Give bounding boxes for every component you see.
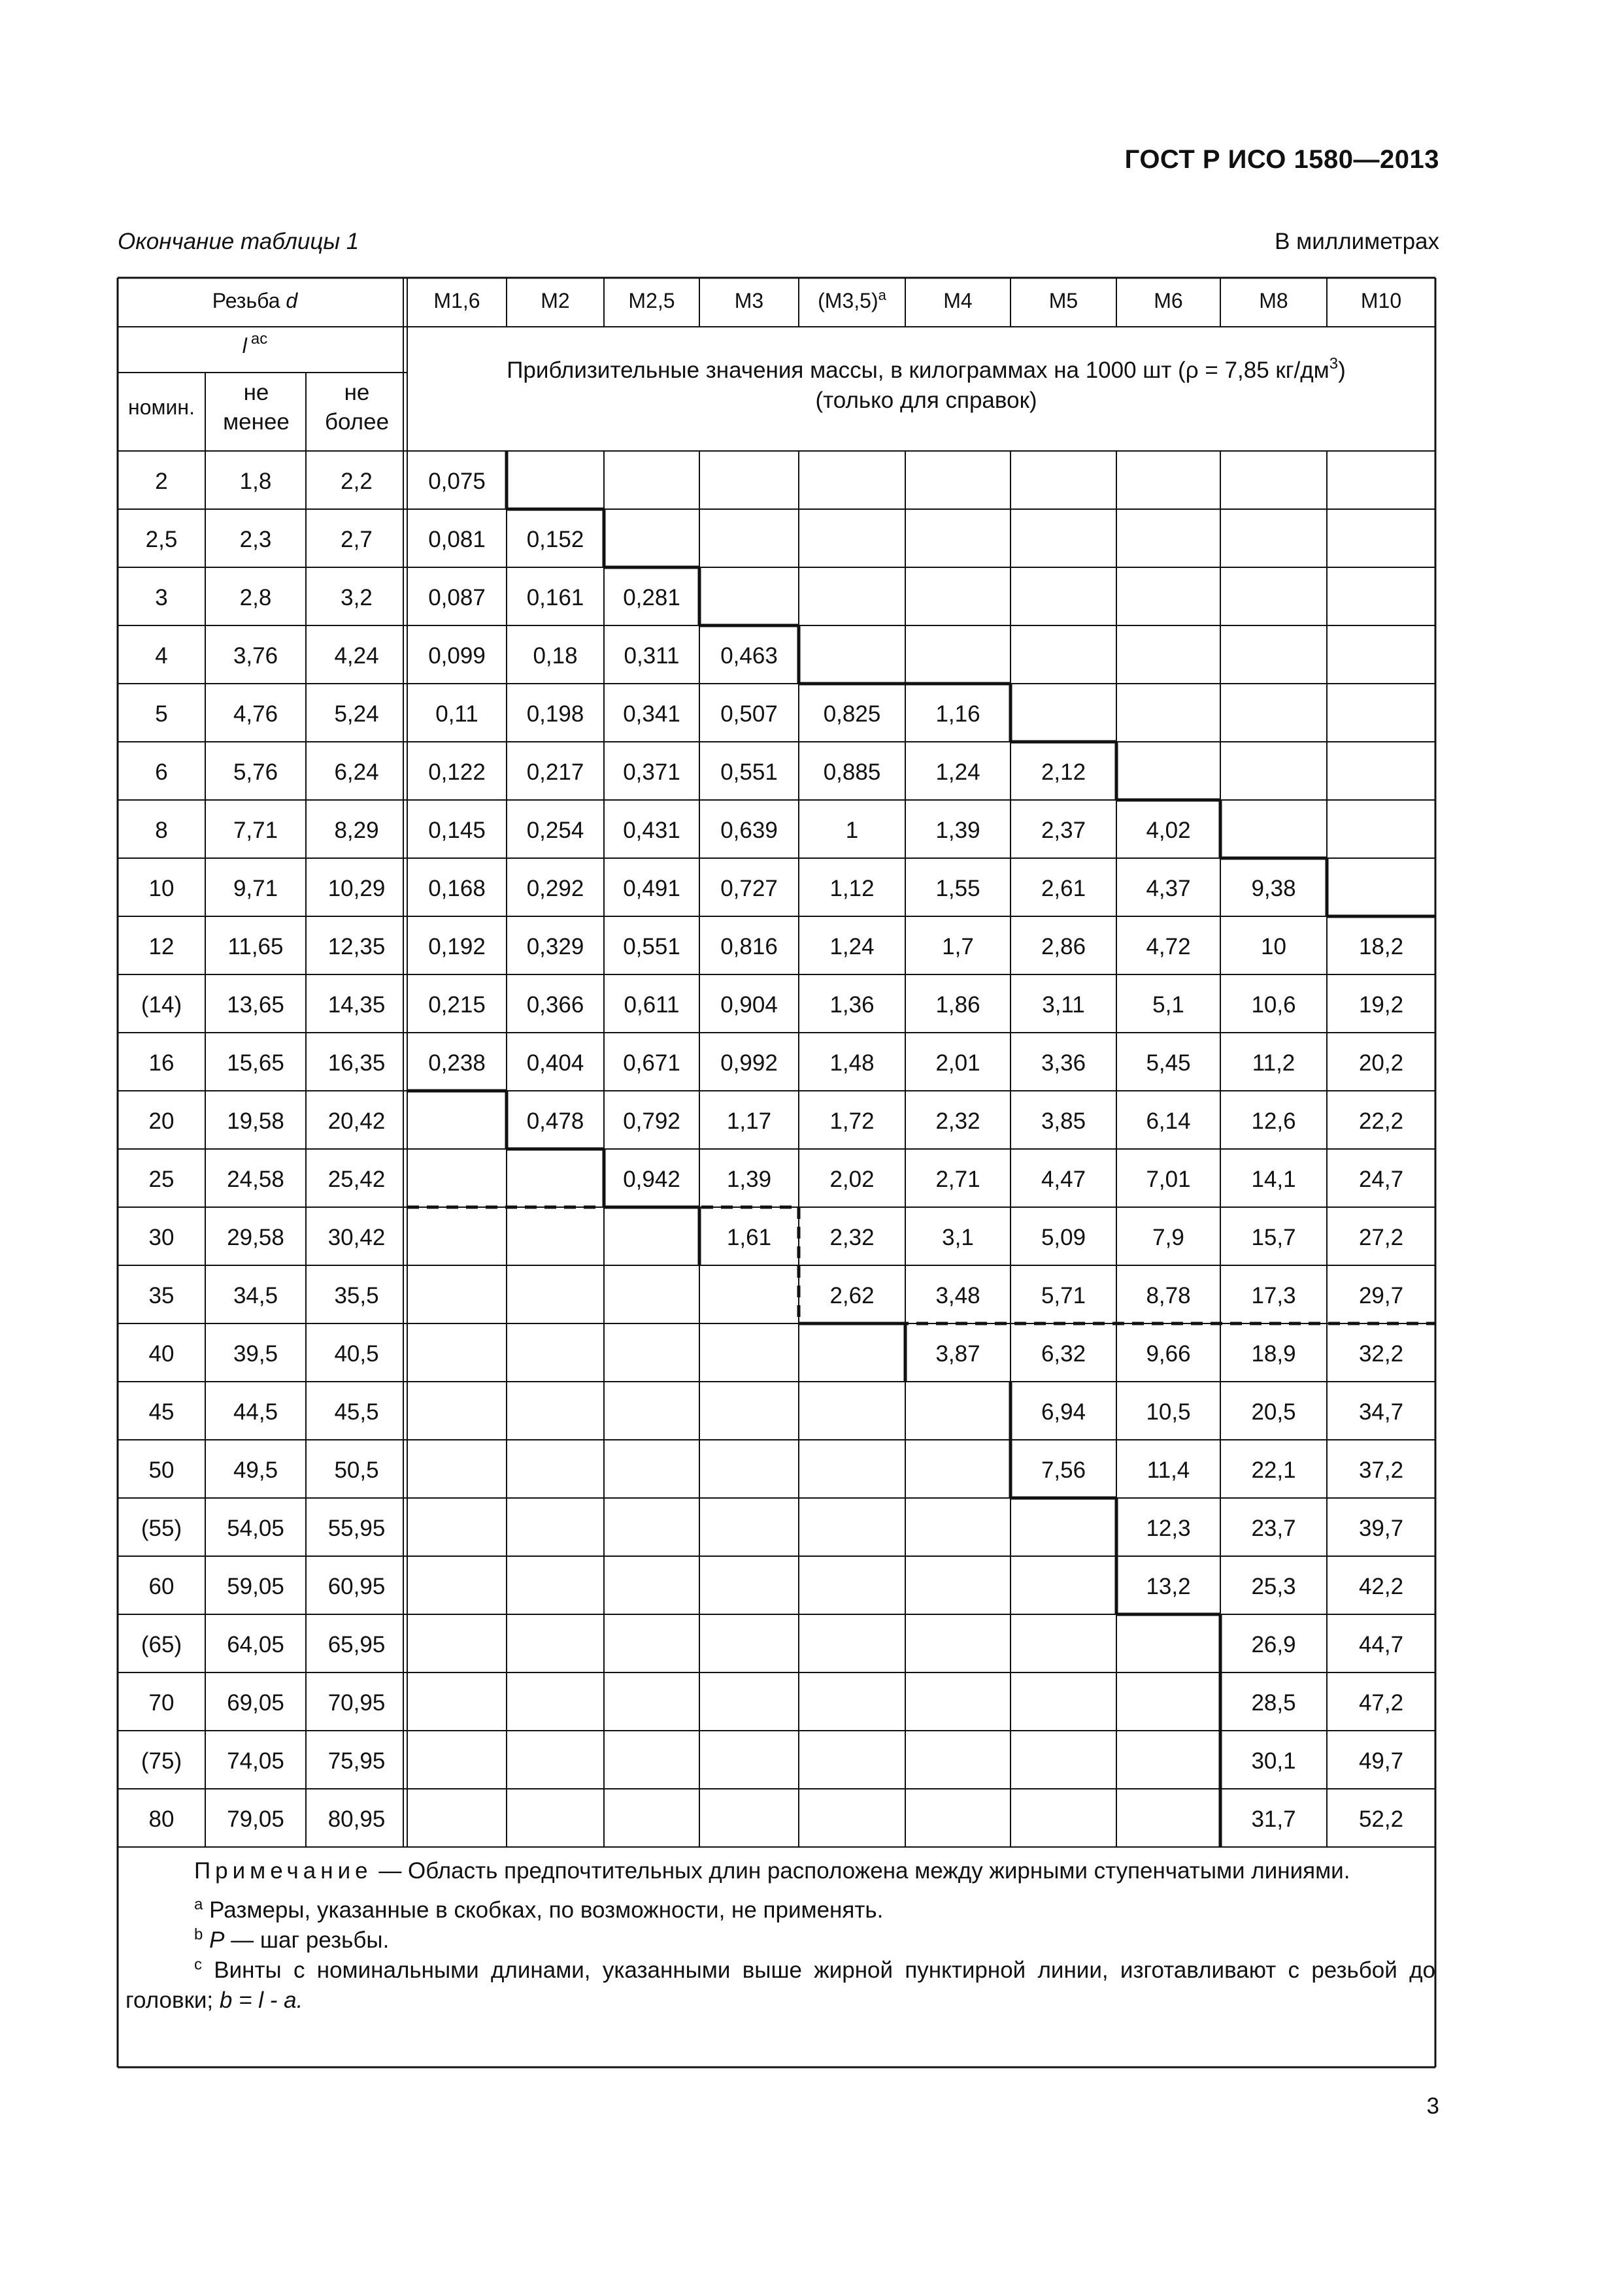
mass-cell: 0,281 [623,585,680,610]
note-primechanie [125,1856,1435,1886]
nominal-length-cell: 6 [155,759,168,785]
min-length-cell: 79,05 [227,1806,284,1832]
min-length-cell: 59,05 [227,1574,284,1599]
mass-cell: 4,37 [1146,876,1191,901]
footnote-c [125,1955,1435,2016]
mass-cell: 0,311 [624,643,680,669]
mass-cell: 7,56 [1041,1457,1086,1483]
min-length-cell: 3,76 [233,643,278,669]
mass-cell: 10 [1261,934,1286,959]
max-subheader-line2: более [324,409,390,435]
mass-cell: 1,16 [935,701,980,727]
footnote-a-mark: a [194,1895,203,1914]
min-length-cell: 2,8 [239,585,272,610]
max-length-cell: 5,24 [334,701,379,727]
min-length-cell: 11,65 [227,934,284,959]
mass-cell: 0,161 [526,585,584,610]
table-caption: Окончание таблицы 1 [118,229,359,254]
mass-cell: 22,1 [1251,1457,1296,1483]
mass-cell: 0,611 [624,992,680,1018]
nominal-length-cell: 5 [155,701,168,727]
mass-cell: 13,2 [1146,1574,1191,1599]
min-length-cell: 39,5 [233,1341,278,1367]
mass-header-line2: (только для справок) [815,388,1037,413]
max-length-cell: 75,95 [327,1748,386,1774]
mass-cell: 0,366 [526,992,584,1018]
mass-cell: 2,12 [1041,759,1086,785]
mass-cell: 10,5 [1146,1399,1191,1425]
units-note: В миллиметрах [1275,229,1439,254]
mass-cell: 9,66 [1146,1341,1191,1367]
mass-cell: 3,36 [1041,1050,1086,1076]
nominal-length-cell: (65) [141,1632,182,1657]
mass-cell: 3,48 [935,1283,980,1308]
mass-cell: 5,09 [1041,1225,1086,1250]
mass-cell: 44,7 [1358,1632,1404,1657]
mass-cell: 5,1 [1152,992,1184,1018]
mass-cell: 42,2 [1358,1574,1404,1599]
mass-cell: 23,7 [1251,1516,1296,1541]
mass-cell: 0,329 [526,934,584,959]
nominal-length-cell: 30 [148,1225,175,1250]
mass-cell: 1,39 [935,818,980,843]
mass-cell: 0,404 [526,1050,584,1076]
mass-cell: 5,71 [1041,1283,1086,1308]
min-subheader-line2: менее [223,409,290,435]
mass-cell: 0,254 [526,818,584,843]
mass-cell: 0,168 [428,876,486,901]
mass-cell: 1 [845,818,859,843]
standard-designation: ГОСТ Р ИСО 1580—2013 [1124,145,1439,174]
min-length-cell: 9,71 [233,876,278,901]
nominal-length-cell: 10 [148,876,175,901]
nominal-length-cell: 3 [155,585,168,610]
min-length-cell: 19,58 [227,1108,284,1134]
mass-cell: 0,431 [623,818,680,843]
max-length-cell: 35,5 [334,1283,379,1308]
thread-header-3: M3 [734,289,764,312]
mass-cell: 3,11 [1042,992,1085,1018]
nominal-length-cell: 8 [155,818,168,843]
mass-cell: 4,02 [1146,818,1191,843]
mass-cell: 0,075 [428,469,486,494]
nominal-length-cell: 16 [148,1050,175,1076]
max-length-cell: 2,2 [341,469,373,494]
mass-cell: 7,01 [1146,1167,1191,1192]
min-length-cell: 2,3 [239,527,272,552]
mass-cell: 0,792 [623,1108,680,1134]
mass-cell: 0,152 [526,527,584,552]
mass-cell: 1,24 [935,759,980,785]
length-label-symbol: l [242,334,247,358]
table-cells [141,469,1403,1832]
max-length-cell: 12,35 [327,934,386,959]
footnote-c-formula: b = l - a. [219,1988,303,2013]
thread-header-1: M2 [541,289,570,312]
mass-cell: 2,32 [935,1108,980,1134]
mass-header-line1 [507,355,1345,383]
max-length-cell: 4,24 [334,643,379,669]
min-length-cell: 69,05 [227,1690,284,1716]
mass-cell: 52,2 [1358,1806,1404,1832]
mass-cell: 1,12 [829,876,875,901]
nominal-length-cell: 70 [148,1690,175,1716]
min-subheader-line1: не [243,380,269,405]
nominal-length-cell: 25 [148,1167,175,1192]
mass-cell: 2,62 [829,1283,875,1308]
max-subheader-line1: не [344,380,370,405]
max-length-cell: 80,95 [327,1806,386,1832]
mass-cell: 0,825 [823,701,881,727]
mass-cell: 6,32 [1041,1341,1086,1367]
max-length-cell: 55,95 [327,1516,386,1541]
thread-header-8: M8 [1259,289,1288,312]
max-length-cell: 25,42 [327,1167,386,1192]
nominal-length-cell: 45 [148,1399,175,1425]
mass-cell: 0,081 [428,527,486,552]
nominal-length-cell: 20 [148,1108,175,1134]
mass-cell: 9,38 [1251,876,1296,901]
mass-cell: 1,72 [829,1108,875,1134]
mass-cell: 22,2 [1358,1108,1404,1134]
mass-cell: 2,32 [829,1225,875,1250]
min-length-cell: 29,58 [227,1225,284,1250]
note-text: — Область предпочтительных длин расположена между жирными ступенчатыми линиями. [372,1858,1350,1884]
max-length-cell: 65,95 [327,1632,386,1657]
max-length-cell: 3,2 [341,585,373,610]
max-length-cell: 45,5 [334,1399,379,1425]
mass-cell: 15,7 [1251,1225,1296,1250]
nominal-length-cell: 80 [148,1806,175,1832]
nominal-length-cell: 50 [148,1457,175,1483]
footnote-b [125,1925,1435,1955]
max-length-cell: 2,7 [341,527,373,552]
thread-headers [433,287,1401,312]
thread-label [212,289,299,312]
mass-cell: 4,72 [1146,934,1191,959]
mass-cell: 0,192 [428,934,486,959]
length-label [242,330,267,358]
nominal-length-cell: (75) [141,1748,182,1774]
table-notes [125,1856,1435,2016]
nominal-length-cell: 2,5 [145,527,178,552]
length-label-superscript: ac [250,330,268,348]
mass-cell: 6,14 [1146,1108,1191,1134]
mass-cell: 34,7 [1358,1399,1404,1425]
mass-cell: 10,6 [1251,992,1296,1018]
mass-cell: 0,551 [720,759,778,785]
min-length-cell: 1,8 [239,469,272,494]
mass-header-end: ) [1338,358,1346,383]
mass-cell: 1,17 [726,1108,772,1134]
mass-cell: 20,2 [1358,1050,1404,1076]
mass-cell: 12,6 [1251,1108,1296,1134]
mass-cell: 25,3 [1251,1574,1296,1599]
mass-cell: 26,9 [1251,1632,1296,1657]
min-length-cell: 74,05 [227,1748,284,1774]
nominal-length-cell: 4 [155,643,168,669]
thread-header-4: $(M3,5)^a$ [818,287,886,312]
table-grid [118,278,1435,2067]
mass-cell: 12,3 [1146,1516,1191,1541]
mass-cell: 49,7 [1358,1748,1404,1774]
thread-header-5: M4 [943,289,973,312]
mass-cell: 0,639 [720,818,778,843]
max-length-cell: 40,5 [334,1341,379,1367]
thread-label-word: Резьба [212,289,286,312]
mass-cell: 19,2 [1358,992,1404,1018]
mass-cell: 28,5 [1251,1690,1296,1716]
mass-cell: 1,39 [726,1167,772,1192]
footnote-a-text: Размеры, указанные в скобках, по возможности, не применять. [203,1897,884,1923]
mass-cell: 0,478 [526,1108,584,1134]
mass-cell: 1,36 [829,992,875,1018]
min-length-cell: 15,65 [227,1050,284,1076]
mass-cell: 2,02 [829,1167,875,1192]
mass-cell: 17,3 [1251,1283,1296,1308]
mass-cell: 0,942 [623,1167,680,1192]
mass-cell: 14,1 [1251,1167,1296,1192]
footnote-b-mark: b [194,1925,203,1944]
min-length-cell: 64,05 [227,1632,284,1657]
mass-cell: 37,2 [1358,1457,1404,1483]
thread-label-symbol: d [286,289,298,312]
thread-header-7: M6 [1154,289,1183,312]
mass-cell: 2,37 [1041,818,1086,843]
mass-cell: 11,2 [1252,1050,1295,1076]
nominal-length-cell: (55) [141,1516,182,1541]
mass-cell: 18,9 [1251,1341,1296,1367]
max-length-cell: 70,95 [327,1690,386,1716]
mass-cell: 2,61 [1041,876,1086,901]
nominal-length-cell: 2 [155,469,168,494]
mass-cell: 0,371 [623,759,680,785]
mass-cell: 0,727 [720,876,778,901]
mass-cell: 0,215 [428,992,486,1018]
footnote-c-text: Винты с номинальными длинами, указанными выше жирной пунктирной линии, изготавливают с резьбой до головки; [125,1957,1435,2013]
mass-cell: 1,48 [829,1050,875,1076]
mass-cell: 31,7 [1251,1806,1296,1832]
mass-cell: 39,7 [1358,1516,1404,1541]
max-length-cell: 8,29 [334,818,379,843]
mass-cell: 30,1 [1251,1748,1296,1774]
note-label: Примечание [194,1858,373,1884]
mass-cell: 0,11 [435,701,478,727]
mass-cell: 0,671 [623,1050,680,1076]
mass-cell: 1,24 [829,934,875,959]
mass-cell: 0,992 [720,1050,778,1076]
mass-cell: 0,145 [428,818,486,843]
mass-cell: 0,491 [623,876,680,901]
thread-header-2: M2,5 [628,289,675,312]
mass-cell: 0,816 [720,934,778,959]
mass-cell: 0,198 [526,701,584,727]
thread-superscript: a [878,287,886,303]
nominal-subheader: номин. [128,395,195,419]
mass-cell: 0,507 [720,701,778,727]
nominal-length-cell: 60 [148,1574,175,1599]
mass-cell: 0,904 [720,992,778,1018]
mass-cell: 11,4 [1146,1457,1190,1483]
mass-cell: 29,7 [1358,1283,1404,1308]
mass-cell: 3,85 [1041,1108,1086,1134]
nominal-length-cell: 35 [148,1283,175,1308]
mass-cell: 0,217 [526,759,584,785]
min-length-cell: 34,5 [233,1283,278,1308]
mass-cell: 32,2 [1358,1341,1404,1367]
mass-cell: 1,7 [942,934,974,959]
min-length-cell: 54,05 [227,1516,284,1541]
min-length-cell: 24,58 [227,1167,284,1192]
mass-cell: 0,885 [823,759,881,785]
thread-header-9: M10 [1360,289,1402,312]
mass-cell: 0,18 [533,643,578,669]
max-length-cell: 6,24 [334,759,379,785]
nominal-length-cell: (14) [141,992,182,1018]
nominal-length-cell: 40 [148,1341,175,1367]
mass-cell: 27,2 [1358,1225,1404,1250]
mass-cell: 0,099 [428,643,486,669]
max-length-cell: 14,35 [327,992,386,1018]
mass-cell: 4,47 [1041,1167,1086,1192]
max-length-cell: 30,42 [327,1225,386,1250]
mass-cell: 8,78 [1146,1283,1191,1308]
mass-cell: 1,55 [935,876,980,901]
footnote-b-symbol: P [209,1927,225,1953]
mass-cell: 2,86 [1041,934,1086,959]
min-length-cell: 13,65 [227,992,284,1018]
max-length-cell: 20,42 [327,1108,386,1134]
mass-header-sup: 3 [1329,355,1339,373]
footnote-a [125,1895,1435,1925]
mass-cell: 0,551 [623,934,680,959]
mass-cell: 5,45 [1146,1050,1191,1076]
mass-cell: 20,5 [1251,1399,1296,1425]
max-length-cell: 50,5 [334,1457,379,1483]
mass-cell: 0,087 [428,585,486,610]
mass-cell: 24,7 [1358,1167,1404,1192]
mass-cell: 0,122 [428,759,486,785]
page-number: 3 [1426,2093,1439,2119]
min-length-cell: 5,76 [233,759,278,785]
max-length-cell: 60,95 [327,1574,386,1599]
mass-cell: 0,341 [623,701,680,727]
mass-cell: 1,61 [726,1225,772,1250]
mass-cell: 6,94 [1041,1399,1086,1425]
mass-cell: 3,1 [942,1225,974,1250]
mass-cell: 47,2 [1358,1690,1404,1716]
max-length-cell: 16,35 [327,1050,386,1076]
min-length-cell: 44,5 [233,1399,278,1425]
thread-header-6: M5 [1048,289,1078,312]
thread-header-0: M1,6 [433,289,480,312]
mass-cell: 7,9 [1152,1225,1184,1250]
mass-cell: 3,87 [935,1341,980,1367]
mass-cell: 2,71 [935,1167,980,1192]
mass-header-text: Приблизительные значения массы, в килограммах на 1000 шт (ρ = 7,85 кг/дм [507,358,1329,383]
max-length-cell: 10,29 [327,876,386,901]
mass-cell: 18,2 [1358,934,1404,959]
footnote-c-mark: c [194,1955,202,1974]
mass-cell: 0,292 [526,876,584,901]
min-length-cell: 4,76 [233,701,278,727]
mass-cell: 1,86 [935,992,980,1018]
min-length-cell: 49,5 [233,1457,278,1483]
mass-cell: 0,238 [428,1050,486,1076]
footnote-b-text: — шаг резьбы. [224,1927,390,1953]
nominal-length-cell: 12 [148,934,175,959]
mass-cell: 2,01 [935,1050,980,1076]
min-length-cell: 7,71 [233,818,278,843]
mass-cell: 0,463 [720,643,778,669]
